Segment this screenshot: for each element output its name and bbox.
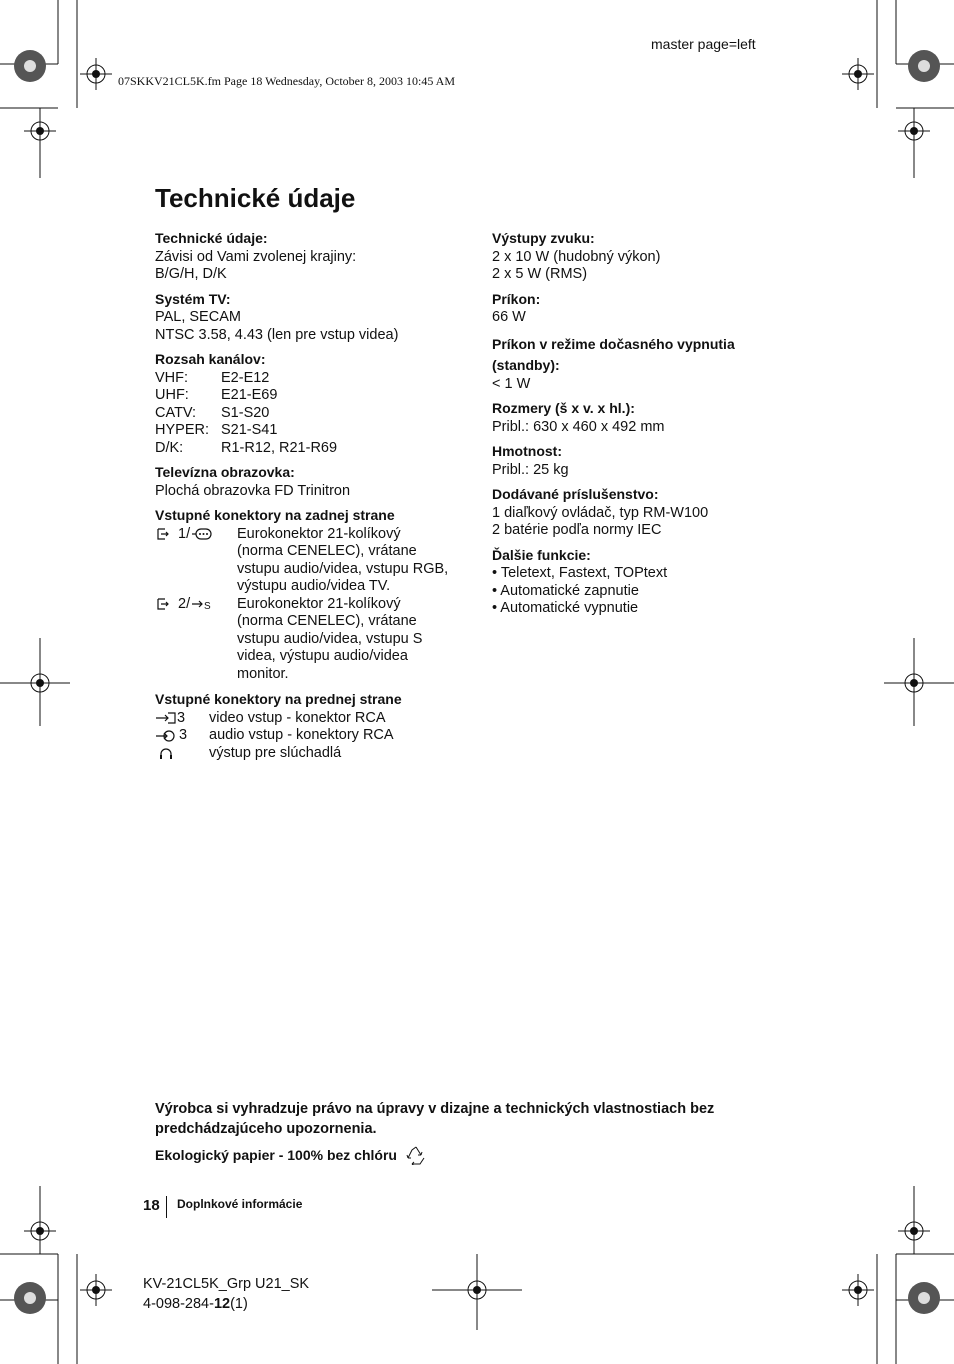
spec-accessories [492, 486, 782, 540]
spec-standby-power [492, 334, 782, 394]
section-heading: Vstupné konektory na prednej strane [155, 691, 402, 707]
band-value: S21-S41 [221, 422, 278, 438]
connector-description: audio vstup - konektory RCA [209, 727, 394, 743]
spec-line: Pribl.: 630 x 460 x 492 mm [492, 418, 665, 435]
right-column [492, 230, 782, 625]
section-heading: (standby): [492, 356, 560, 373]
model-code: KV-21CL5K_Grp U21_SK [143, 1276, 310, 1292]
part-number [143, 1296, 248, 1312]
left-column [155, 230, 475, 769]
channel-row [155, 387, 475, 405]
band-label: CATV: [155, 404, 197, 421]
section-heading: Príkon: [492, 290, 541, 307]
channel-row [155, 370, 475, 388]
section-heading: Vstupné konektory na zadnej strane [155, 507, 395, 523]
spec-line: videa, výstupu audio/videa [237, 648, 408, 664]
spec-line: (norma CENELEC), vrátane [237, 613, 417, 629]
spec-line: Eurokonektor 21-kolíkový [237, 595, 401, 612]
band-label: UHF: [155, 387, 189, 403]
file-header: 07SKKV21CL5K.fm Page 18 Wednesday, October 8, 2003 10:45 AM [118, 74, 456, 88]
spec-line: 2 x 5 W (RMS) [492, 266, 588, 282]
spec-other-features [492, 547, 782, 618]
front-connector-row [155, 727, 475, 745]
scart-rgb-icon [155, 526, 237, 596]
design-change-notice [155, 1100, 775, 1139]
band-value: S1-S20 [221, 404, 270, 421]
spec-screen [155, 464, 475, 500]
section-heading: Hmotnost: [492, 443, 562, 459]
section-heading: Príkon v režime dočasného vypnutia [492, 335, 735, 352]
connector-description: výstup pre slúchadlá [209, 744, 342, 761]
recycle-icon [405, 1145, 427, 1165]
eco-paper-text: Ekologický papier - 100% bez chlóru [155, 1147, 397, 1163]
spec-line: PAL, SECAM [155, 309, 241, 325]
spec-line: Plochá obrazovka FD Trinitron [155, 482, 351, 499]
band-label: HYPER: [155, 422, 209, 438]
channel-row [155, 440, 475, 458]
connector-number: 1/ [178, 525, 191, 542]
connector-description: video vstup - konektor RCA [209, 709, 386, 726]
spec-audio-output [492, 230, 782, 284]
audio-input-icon [155, 727, 209, 745]
band-value: E2-E12 [221, 369, 270, 386]
connector-number: 3 [177, 709, 186, 726]
part-number-prefix: 4-098-284- [143, 1296, 214, 1312]
spec-power [492, 291, 782, 327]
video-input-icon [155, 710, 209, 728]
connector-number: 2/ [178, 595, 191, 612]
section-heading: Televízna obrazovka: [155, 464, 295, 480]
channel-row [155, 422, 475, 440]
spec-line: (norma CENELEC), vrátane [237, 543, 417, 559]
section-heading: Technické údaje: [155, 230, 268, 246]
band-label: VHF: [155, 369, 189, 386]
spec-line: 2 batérie podľa normy IEC [492, 522, 662, 538]
spec-line: monitor. [237, 665, 289, 682]
spec-line: Eurokonektor 21-kolíkový [237, 525, 401, 542]
connector-description [237, 526, 467, 596]
footer-divider [166, 1196, 167, 1218]
spec-line: Závisi od Vami zvolenej krajiny: [155, 248, 357, 265]
spec-line: • Automatické zapnutie [492, 582, 639, 599]
band-value: R1-R12, R21-R69 [221, 439, 338, 456]
headphones-icon [155, 745, 209, 763]
section-heading: Rozsah kanálov: [155, 351, 266, 367]
svg-text:S: S [204, 600, 211, 612]
spec-line: B/G/H, D/K [155, 266, 227, 282]
eco-paper-note [155, 1145, 427, 1165]
connector-row [155, 526, 475, 596]
section-heading: Výstupy zvuku: [492, 230, 595, 246]
notice-line: Výrobca si vyhradzuje právo na úpravy v dizajne a technických vlastnostiach bez [155, 1101, 715, 1117]
spec-line: 2 x 10 W (hudobný výkon) [492, 248, 661, 265]
scart-svideo-icon [155, 596, 237, 684]
spec-line: < 1 W [492, 375, 531, 392]
band-label: D/K: [155, 439, 184, 456]
page-title: Technické údaje [155, 183, 356, 213]
spec-dimensions [492, 400, 782, 436]
connector-row [155, 596, 475, 684]
connector-description [237, 596, 467, 684]
spec-line: 66 W [492, 309, 526, 325]
band-value: E21-E69 [221, 387, 278, 403]
spec-standard [155, 230, 475, 284]
section-name: Doplnkové informácie [177, 1197, 303, 1211]
spec-line: 1 diaľkový ovládač, typ RM-W100 [492, 504, 709, 521]
spec-line: výstupu audio/videa TV. [237, 578, 391, 594]
section-heading: Rozmery (š x v. x hl.): [492, 400, 635, 416]
section-heading: Dodávané príslušenstvo: [492, 486, 659, 502]
spec-rear-inputs [155, 507, 475, 683]
channel-row [155, 405, 475, 423]
spec-line: vstupu audio/videa, vstupu RGB, [237, 560, 449, 577]
part-number-bold: 12 [213, 1296, 231, 1312]
part-number-suffix: (1) [230, 1296, 248, 1312]
page-number: 18 [143, 1197, 160, 1214]
spec-line: Pribl.: 25 kg [492, 461, 569, 478]
spec-line: NTSC 3.58, 4.43 (len pre vstup videa) [155, 326, 399, 343]
notice-line: predchádzajúceho upozornenia. [155, 1120, 377, 1137]
master-page-note: master page=left [651, 36, 756, 52]
spec-weight [492, 443, 782, 479]
front-connector-row [155, 710, 475, 728]
front-connector-row [155, 745, 475, 763]
spec-line: vstupu audio/videa, vstupu S [237, 630, 423, 647]
section-heading: Systém TV: [155, 290, 231, 307]
spec-line: • Teletext, Fastext, TOPtext [492, 565, 668, 581]
spec-front-inputs [155, 691, 475, 762]
spec-tv-system [155, 291, 475, 345]
section-heading: Ďalšie funkcie: [492, 546, 591, 563]
connector-number: 3 [179, 727, 188, 743]
spec-line: • Automatické vypnutie [492, 600, 639, 616]
spec-channel-range [155, 351, 475, 457]
